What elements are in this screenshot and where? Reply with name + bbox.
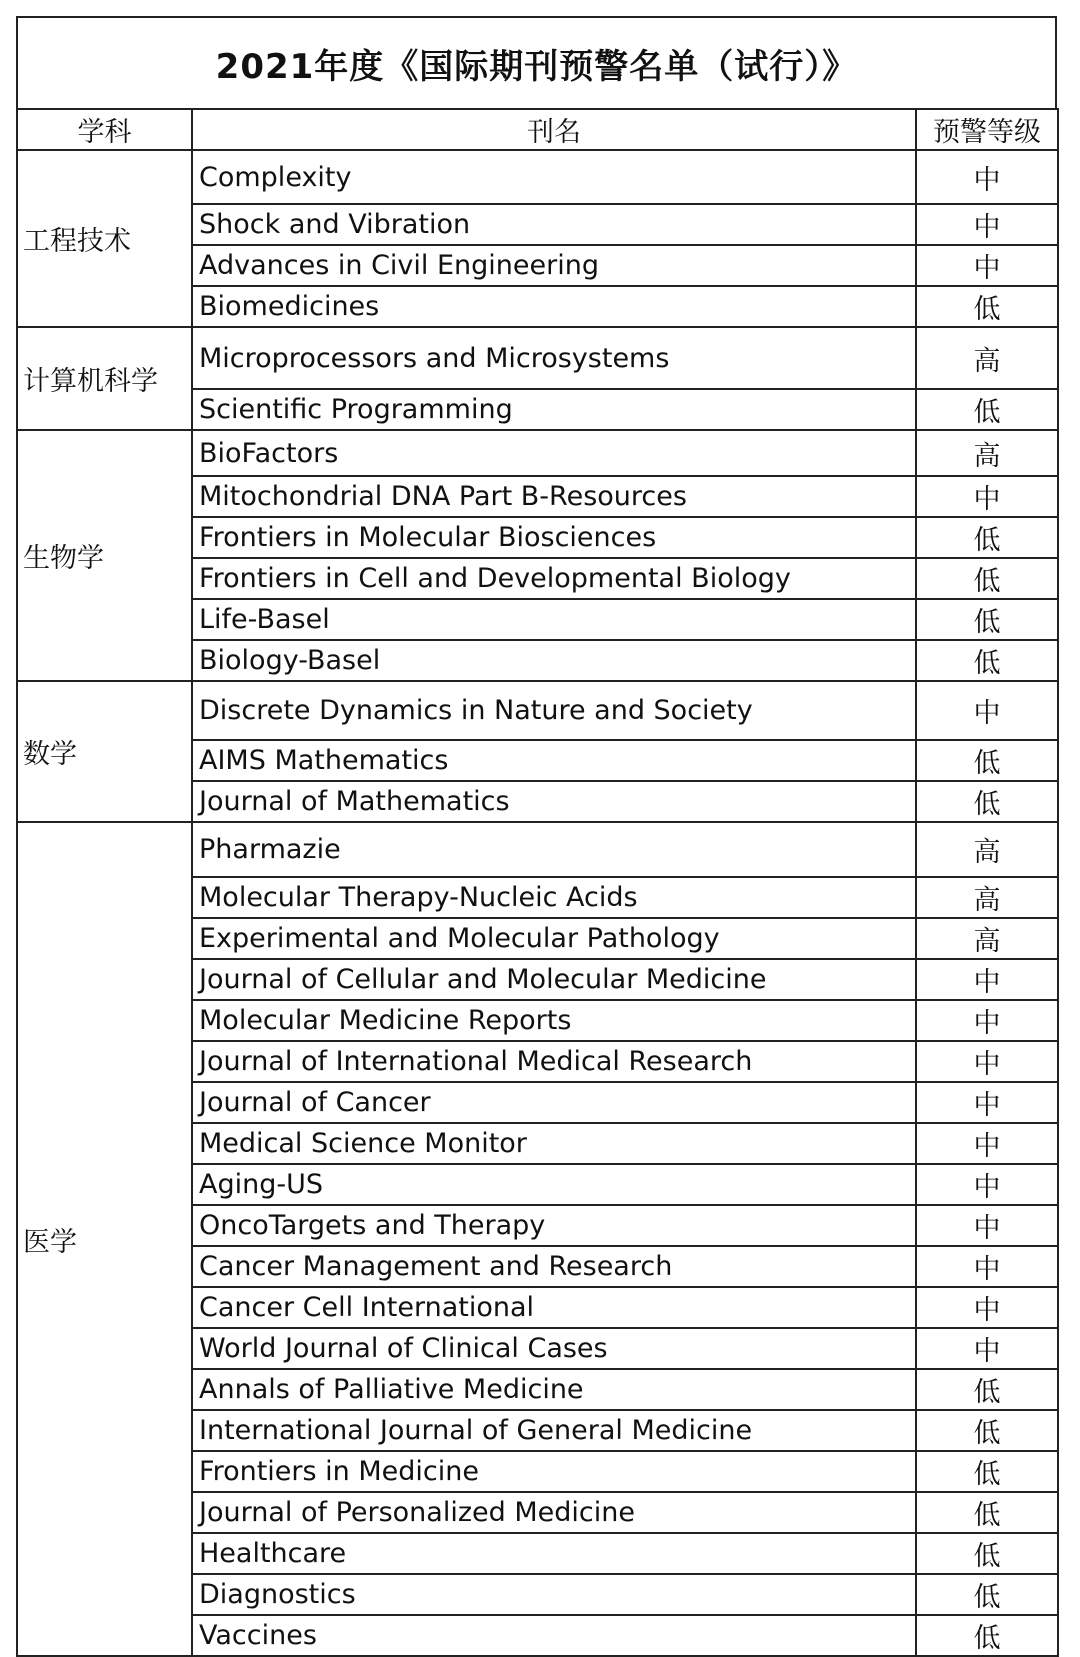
journal-name-cell: Cancer Cell International [192,1287,916,1328]
journal-name-cell: AIMS Mathematics [192,740,916,781]
warning-level-cell: 低 [916,1410,1058,1451]
warning-level-cell: 中 [916,245,1058,286]
warning-level-cell: 高 [916,327,1058,389]
journal-name-cell: Biomedicines [192,286,916,327]
journal-name-cell: Healthcare [192,1533,916,1574]
journal-name-cell: Vaccines [192,1615,916,1656]
warning-level-cell: 中 [916,1082,1058,1123]
journal-name-cell: Mitochondrial DNA Part B-Resources [192,476,916,517]
warning-level-cell: 高 [916,877,1058,918]
warning-level-cell: 低 [916,640,1058,681]
journal-name-cell: Frontiers in Medicine [192,1451,916,1492]
warning-level-cell: 中 [916,1246,1058,1287]
journal-name-cell: Scientific Programming [192,389,916,430]
journal-name-cell: OncoTargets and Therapy [192,1205,916,1246]
journal-name-cell: Shock and Vibration [192,204,916,245]
subject-cell: 生物学 [17,430,192,681]
journal-name-cell: Medical Science Monitor [192,1123,916,1164]
journal-name-cell: Journal of International Medical Research [192,1041,916,1082]
warning-level-cell: 低 [916,389,1058,430]
warning-level-cell: 低 [916,1492,1058,1533]
journal-name-cell: International Journal of General Medicine [192,1410,916,1451]
warning-level-cell: 中 [916,476,1058,517]
journal-name-cell: Life-Basel [192,599,916,640]
table-header-row [17,109,1058,150]
warning-level-cell: 低 [916,286,1058,327]
journal-name-cell: Molecular Medicine Reports [192,1000,916,1041]
warning-level-cell: 低 [916,517,1058,558]
warning-level-cell: 低 [916,781,1058,822]
journal-name-cell: Pharmazie [192,822,916,877]
subject-cell: 数学 [17,681,192,822]
header-level: 预警等级 [916,109,1058,150]
header-journal: 刊名 [192,109,916,150]
table-row [17,150,1058,204]
warning-level-cell: 中 [916,1123,1058,1164]
subject-cell: 工程技术 [17,150,192,327]
warning-level-cell: 中 [916,1328,1058,1369]
journal-name-cell: Biology-Basel [192,640,916,681]
warning-level-cell: 中 [916,681,1058,740]
document-title: 2021年度《国际期刊预警名单（试行）》 [16,16,1057,108]
warning-level-cell: 中 [916,1205,1058,1246]
warning-level-cell: 中 [916,1287,1058,1328]
subject-cell: 医学 [17,822,192,1656]
warning-level-cell: 低 [916,1369,1058,1410]
warning-level-cell: 中 [916,204,1058,245]
journal-warning-table [16,108,1059,1657]
table-body [17,150,1058,1656]
journal-name-cell: Frontiers in Molecular Biosciences [192,517,916,558]
journal-name-cell: Microprocessors and Microsystems [192,327,916,389]
header-subject: 学科 [17,109,192,150]
table-row [17,327,1058,389]
journal-name-cell: Frontiers in Cell and Developmental Biology [192,558,916,599]
warning-level-cell: 高 [916,918,1058,959]
journal-name-cell: Aging-US [192,1164,916,1205]
table-row [17,681,1058,740]
warning-level-cell: 低 [916,558,1058,599]
journal-name-cell: Journal of Cancer [192,1082,916,1123]
warning-level-cell: 低 [916,1574,1058,1615]
journal-name-cell: Journal of Personalized Medicine [192,1492,916,1533]
journal-name-cell: Molecular Therapy-Nucleic Acids [192,877,916,918]
journal-name-cell: Journal of Cellular and Molecular Medicine [192,959,916,1000]
warning-level-cell: 低 [916,1615,1058,1656]
journal-name-cell: Experimental and Molecular Pathology [192,918,916,959]
journal-name-cell: Diagnostics [192,1574,916,1615]
warning-level-cell: 中 [916,1041,1058,1082]
warning-level-cell: 中 [916,1164,1058,1205]
warning-level-cell: 低 [916,599,1058,640]
journal-name-cell: BioFactors [192,430,916,476]
warning-level-cell: 中 [916,1000,1058,1041]
warning-level-cell: 低 [916,1533,1058,1574]
subject-cell: 计算机科学 [17,327,192,430]
journal-name-cell: Cancer Management and Research [192,1246,916,1287]
journal-name-cell: Advances in Civil Engineering [192,245,916,286]
journal-name-cell: Discrete Dynamics in Nature and Society [192,681,916,740]
warning-level-cell: 低 [916,740,1058,781]
warning-level-cell: 中 [916,150,1058,204]
journal-name-cell: Journal of Mathematics [192,781,916,822]
warning-level-cell: 高 [916,822,1058,877]
table-row [17,822,1058,877]
journal-name-cell: Complexity [192,150,916,204]
warning-list-document [16,16,1057,1657]
journal-name-cell: Annals of Palliative Medicine [192,1369,916,1410]
table-row [17,430,1058,476]
journal-name-cell: World Journal of Clinical Cases [192,1328,916,1369]
warning-level-cell: 中 [916,959,1058,1000]
warning-level-cell: 低 [916,1451,1058,1492]
warning-level-cell: 高 [916,430,1058,476]
